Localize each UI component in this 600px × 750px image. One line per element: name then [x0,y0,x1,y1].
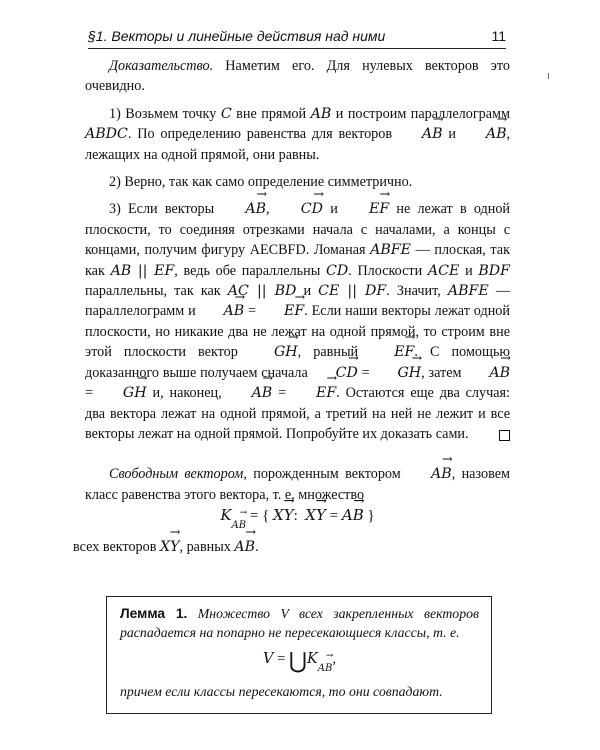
vector-cd: → CD [277,199,323,219]
subscript-vector-ab: → $_{AB}$ [318,659,333,678]
text-run: и [330,201,338,218]
qed-square [499,430,510,441]
text-run: , лежащих на одной прямой, они равны. [85,126,511,163]
vector-cd: → CD [312,363,358,383]
text-run: не лежат в одной плоскости, то соединяя отрезками начала с началами, а концы с концами, получим фигуру AECBFD. Ломаная [85,201,511,259]
polyline-abfe: ABFE [447,283,489,300]
relation-ce-df: CE || DF [318,283,387,300]
vector-ef: → EF [370,342,414,362]
union-formula: V = ⋃K→ $_{AB}$, [120,650,479,678]
vector-ab: → AB [407,464,452,484]
vector-gh: → GH [373,363,421,383]
plane-bdf: BDF [478,262,510,279]
vector-ab: → AB [462,124,507,144]
vector-ab: → AB [221,199,266,219]
definition-tail [73,537,510,557]
vector-gh: → GH [250,342,298,362]
set-formula: K→ $_{AB}$ = { → XY: → XY = → AB } [85,505,510,536]
text-run: . Значит, [386,283,441,300]
definition-paragraph [85,464,510,505]
vector-ef: → EF [292,383,336,403]
text-run: , порожденным вектором [243,466,401,483]
plane-ace: ACE [427,262,460,279]
vector-ab: → AB [465,363,510,383]
line-cd: CD [325,262,349,279]
text-run: вне прямой [236,105,307,122]
defined-term: Свободным вектором [109,466,244,483]
proof-item-3: 3) Если векторы → AB, → CD и → EF не лежат в одной плоскости, то соединяя отрезками начала с началами, а концы с концами, получим фигуру AECBFD. Ломаная ABFE — плоская, так как AB || EF, ведь обе параллельны CD. Плоскости ACE и BDF параллельны, так как AC || BD и CE || DF. Значит, ABFE — параллелограмм и → AB = → EF. Если наши векторы лежат одной плоскости, но никакие два не лежат на одной прямой, то строим вне этой плоскости вектор → GH, равный → EF. С помощью доказанного выше получаем сначала → CD = → GH, затем → AB = → GH и, наконец, → AB = → EF. Остаются еще два случая: два вектора лежат на одной прямой, а третий на ней не лежит и все векторы лежат на одной прямой. Попробуйте их доказать сами. [85,199,510,444]
set-k: K [306,651,318,667]
polyline-abfe: ABFE [370,242,411,259]
subscript-vector-ab: → $_{AB}$ [232,516,247,536]
set-k: K [220,506,232,525]
text-run: — параллелограмм и [85,283,510,320]
text-run: , назовем класс равенства этого вектора, т. е. множество [85,466,510,503]
main-text [73,56,511,557]
text-run: , затем [421,364,462,381]
lemma-label: Лемма 1. [120,606,188,621]
vector-xy: → XY [305,505,326,525]
text-run: . Если наши векторы лежат одной плоскости, но никакие два не лежат на одной прямой, то строим вне этой плоскости вектор [85,303,510,361]
text-run: , равный [297,344,359,361]
text-run: и, наконец, [152,385,222,402]
page-number: 11 [491,28,506,44]
text-run: . Плоскости [348,262,423,279]
parallelogram-abdc: ABDC [85,126,128,143]
section-title: §1. Векторы и линейные действия над ними [88,28,386,44]
text-run: параллельны, так как [85,283,221,300]
proof-intro [85,56,510,97]
text-run: 3) Если векторы [109,201,215,218]
vector-ab: → AB [342,505,364,525]
vector-gh: → GH [99,383,147,403]
running-header [88,26,506,49]
text-run: и построим параллелограмм [335,105,510,122]
proof-item-2: 2) Верно, так как само определение симметрично. [109,174,413,191]
lemma-conclusion: причем если классы пересекаются, то они совпадают. [120,684,443,699]
lemma-box [106,596,492,714]
vector-ab: → AB [234,537,255,557]
union-symbol: ⋃ [288,648,307,673]
proof-item-1 [85,104,510,165]
text-run: и [448,126,456,143]
proof-intro-text: Наметим его. Для нулевых векторов это очевидно. [85,58,510,95]
relation-ab-ef: AB || EF [110,262,175,279]
text-run: всех векторов [73,538,157,555]
line-ab: AB [310,105,332,122]
text-run: 1) Возьмем точку [109,105,217,122]
text-run: . [255,538,259,555]
vector-xy: → XY [273,505,294,525]
vector-xy: → XY [160,537,179,557]
stray-mark [548,73,549,79]
text-run: . По определению равенства для векторов [127,126,393,143]
text-run: , равных [179,538,231,555]
text-run: и [465,262,473,279]
text-run: , ведь обе параллельны [174,262,321,279]
text-run: и [303,283,312,300]
text-run: — плоская, так как [85,242,510,279]
vector-ef: → EF [345,199,389,219]
text-run: . Остаются еще два случая: два вектора лежат на одной прямой, а третий на ней не лежит и все векторы лежат на одной прямой. Попробуйте их доказать сами. [85,385,510,442]
vector-ab: → AB [398,124,443,144]
set-v: V [262,651,274,667]
point-c: C [220,105,232,122]
vector-ab: → AB [200,301,245,321]
text-run: . С помощью доказанного выше получаем сначала [85,344,511,381]
relation-ac-bd: AC || BD [227,283,297,300]
proof-label: Доказательство. [109,58,214,74]
lemma-text: Множество V всех закрепленных векторов распадается на попарно не пересекающиеся классы, т. е. [120,606,479,640]
vector-ab: → AB [228,383,273,403]
lemma-statement [120,604,479,642]
vector-ef: → EF [260,301,304,321]
